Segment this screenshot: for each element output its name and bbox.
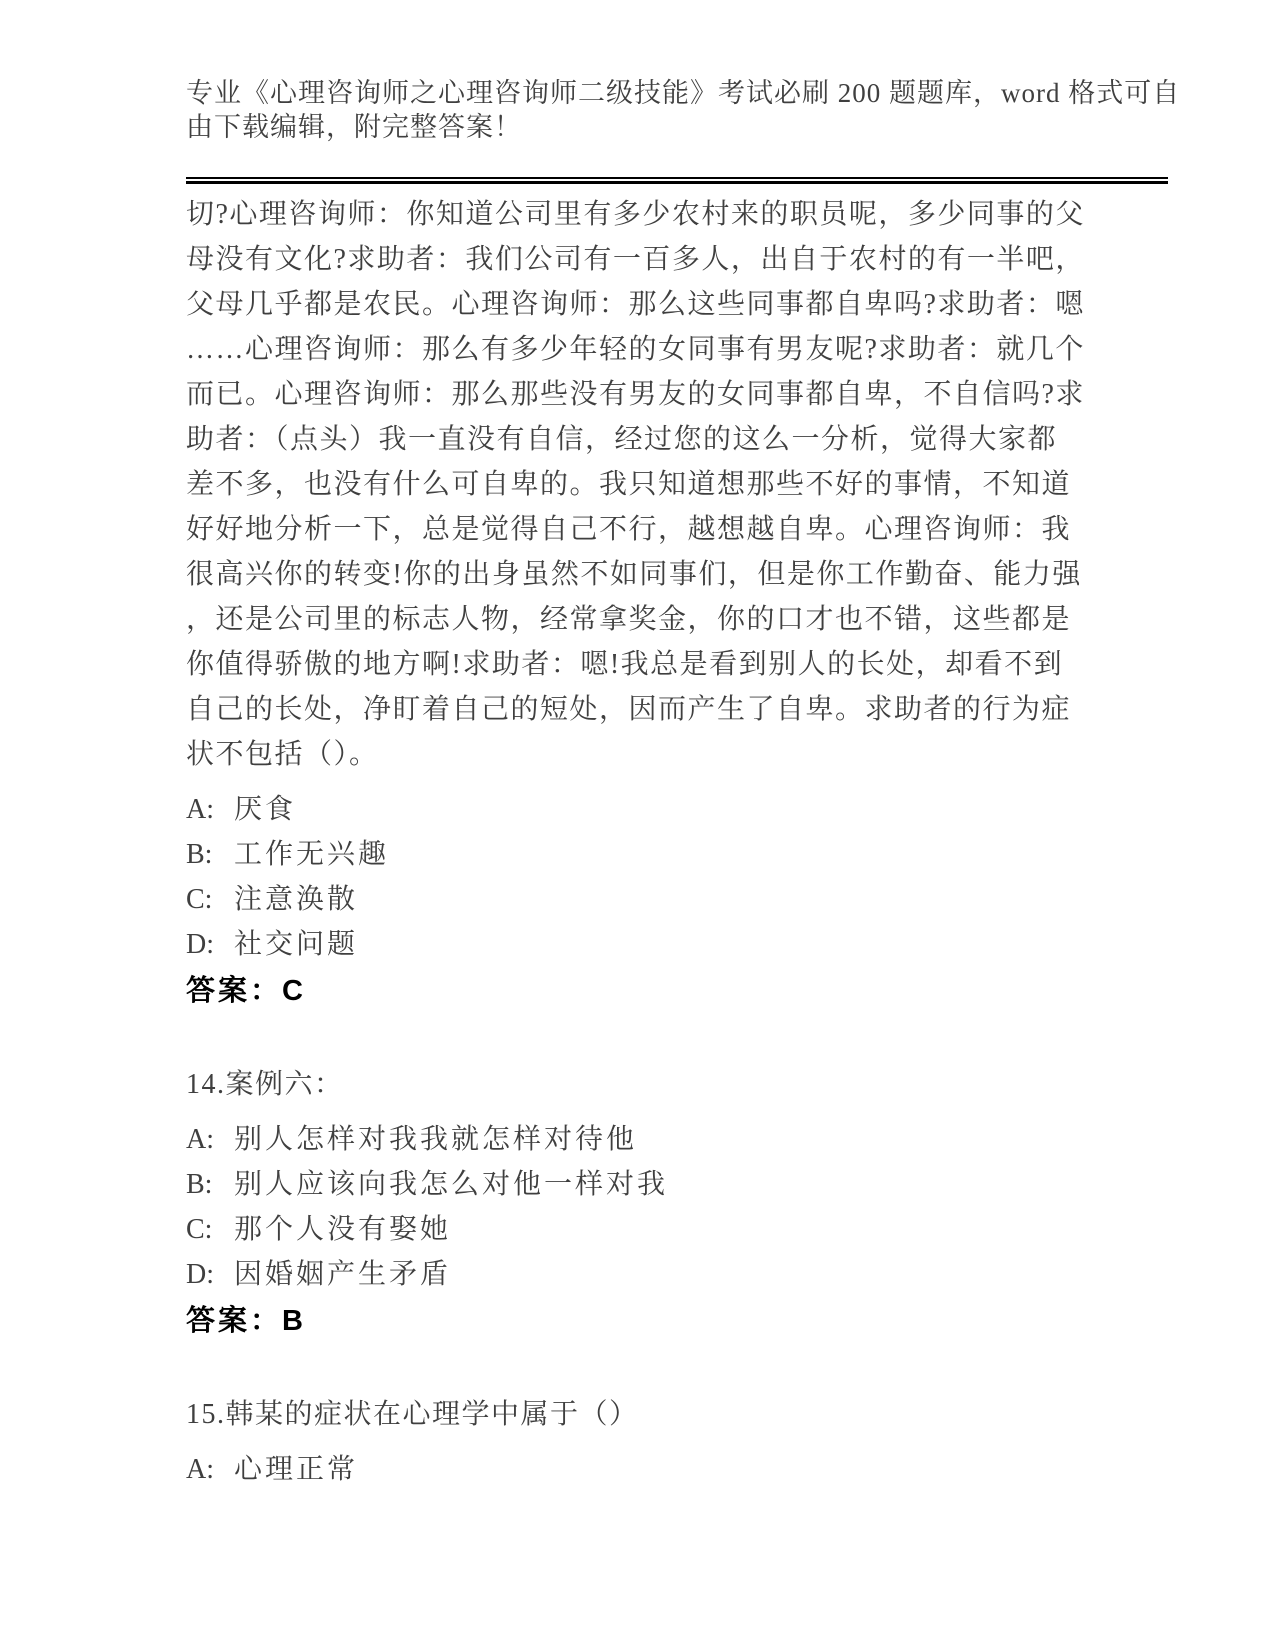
option-text: 注意涣散 [234, 884, 359, 915]
option-text: 工作无兴趣 [234, 839, 390, 870]
answer-line: 答案：C [186, 975, 306, 1007]
option-label: A: [186, 1124, 214, 1155]
body-line: ，还是公司里的标志人物，经常拿奖金，你的口才也不错，这些都是 [186, 604, 1072, 635]
option-text: 心理正常 [234, 1454, 359, 1485]
header-separator-rule [186, 177, 1168, 184]
body-line: 父母几乎都是农民。心理咨询师：那么这些同事都自卑吗?求助者：嗯 [186, 289, 1085, 320]
option-label: B: [186, 839, 213, 870]
option-row [186, 1162, 1275, 1207]
option-row [186, 832, 1275, 877]
body-line: 你值得骄傲的地方啊!求助者：嗯!我总是看到别人的长处，却看不到 [186, 649, 1064, 680]
option-label: C: [186, 1214, 213, 1245]
option-text: 别人应该向我怎么对他一样对我 [234, 1169, 669, 1200]
option-text: 别人怎样对我我就怎样对待他 [234, 1124, 638, 1155]
option-row [186, 1447, 1275, 1492]
document-header [186, 76, 1181, 144]
body-line: 差不多，也没有什么可自卑的。我只知道想那些不好的事情，不知道 [186, 469, 1072, 500]
body-line: 好好地分析一下，总是觉得自己不行，越想越自卑。心理咨询师：我 [186, 514, 1072, 545]
option-label: D: [186, 1259, 214, 1290]
body-line: 自己的长处，净盯着自己的短处，因而产生了自卑。求助者的行为症 [186, 694, 1072, 725]
question-15 [186, 1392, 1275, 1492]
option-label: A: [186, 794, 214, 825]
header-line-2: 由下载编辑，附完整答案！ [186, 112, 522, 142]
question-15-options [186, 1447, 1275, 1492]
answer-line: 答案：B [186, 1305, 306, 1337]
question-13-body [186, 192, 1275, 777]
question-14-options [186, 1117, 1275, 1297]
option-row [186, 922, 1275, 967]
option-label: A: [186, 1454, 214, 1485]
option-label: C: [186, 884, 213, 915]
body-line: 母没有文化?求助者：我们公司有一百多人，出自于农村的有一半吧， [186, 244, 1085, 275]
option-row [186, 787, 1275, 832]
option-row [186, 1252, 1275, 1297]
body-line: 助者：（点头）我一直没有自信，经过您的这么一分析，觉得大家都 [186, 424, 1058, 455]
option-row [186, 1117, 1275, 1162]
option-text: 社交问题 [234, 929, 359, 960]
question-14 [186, 1062, 1275, 1344]
body-line: 很高兴你的转变!你的出身虽然不如同事们，但是你工作勤奋、能力强 [186, 559, 1082, 590]
option-row [186, 877, 1275, 922]
option-text: 因婚姻产生矛盾 [234, 1259, 452, 1290]
option-label: D: [186, 929, 214, 960]
header-line-1: 专业《心理咨询师之心理咨询师二级技能》考试必刷 200 题题库，word 格式可自 [186, 78, 1181, 108]
body-line: 而已。心理咨询师：那么那些没有男友的女同事都自卑，不自信吗?求 [186, 379, 1085, 410]
question-title: 15.韩某的症状在心理学中属于（） [186, 1399, 639, 1430]
option-label: B: [186, 1169, 213, 1200]
question-13-options [186, 787, 1275, 967]
option-text: 那个人没有娶她 [234, 1214, 452, 1245]
body-line: ……心理咨询师：那么有多少年轻的女同事有男友呢?求助者：就几个 [186, 334, 1085, 365]
question-title: 14.案例六： [186, 1069, 344, 1100]
body-line: 切?心理咨询师：你知道公司里有多少农村来的职员呢，多少同事的父 [186, 199, 1085, 230]
option-row [186, 1207, 1275, 1252]
option-text: 厌食 [234, 794, 297, 825]
body-line: 状不包括（）。 [186, 739, 379, 770]
